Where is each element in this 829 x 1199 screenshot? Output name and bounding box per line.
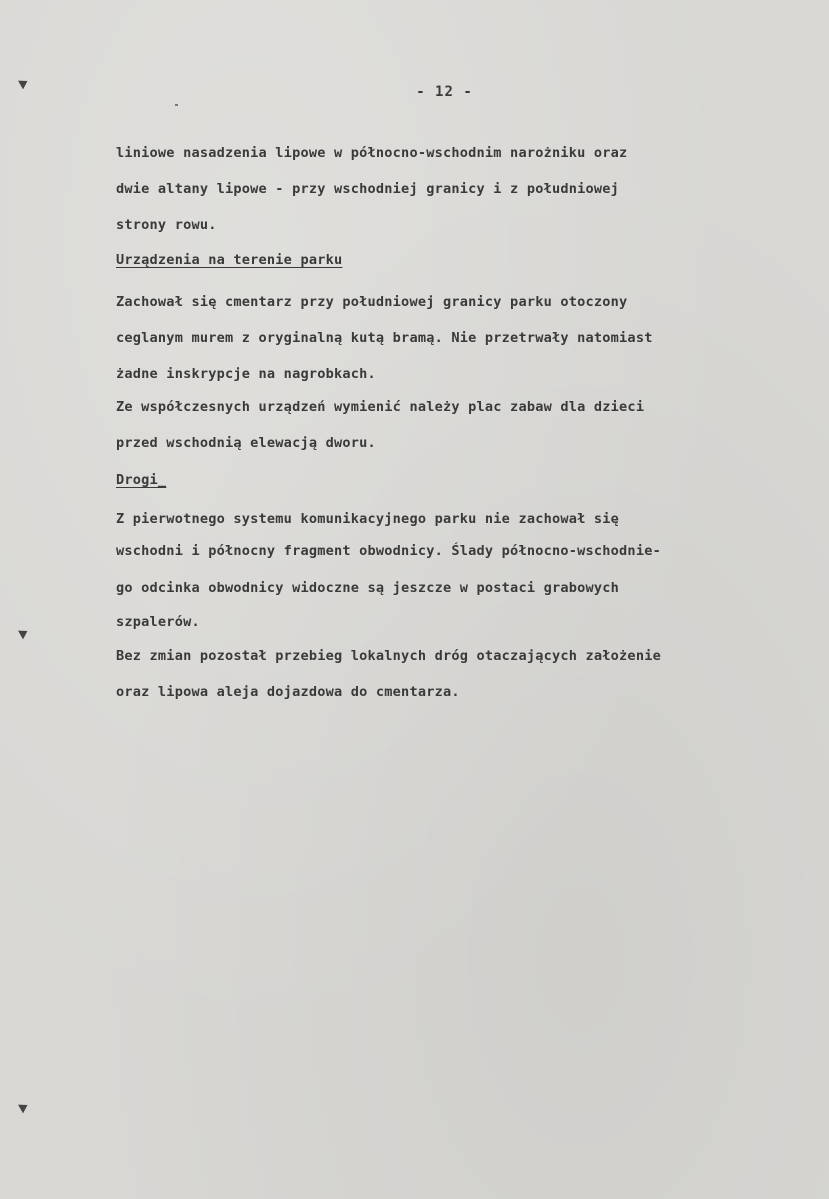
text-line: Z pierwotnego systemu komunikacyjnego parku nie zachował się <box>116 511 620 527</box>
text-line: wschodni i północny fragment obwodnicy. Ślady północno-wschodnie- <box>116 543 661 559</box>
text-line: żadne inskrypcje na nagrobkach. <box>116 366 376 382</box>
page-number: - 12 - <box>416 84 473 100</box>
text-line: Ze współczesnych urządzeń wymienić należy plac zabaw dla dzieci <box>116 399 645 415</box>
binder-mark-icon <box>18 1101 30 1114</box>
text-line: strony rowu. <box>116 217 217 233</box>
binder-mark-icon <box>18 627 30 640</box>
text-line: Zachował się cmentarz przy południowej granicy parku otoczony <box>116 294 628 310</box>
text-line: ceglanym murem z oryginalną kutą bramą. Nie przetrwały natomiast <box>116 330 653 346</box>
text-line: Bez zmian pozostał przebieg lokalnych dróg otaczających założenie <box>116 648 661 664</box>
section-heading-devices: Urządzenia na terenie parku <box>116 252 343 268</box>
section-heading-roads: Drogi_ <box>116 472 167 488</box>
text-line: przed wschodnią elewacją dworu. <box>116 435 376 451</box>
text-line: szpalerów. <box>116 614 200 630</box>
ink-speck <box>175 104 178 106</box>
text-line: liniowe nasadzenia lipowe w północno-wschodnim narożniku oraz <box>116 145 628 161</box>
text-line: go odcinka obwodnicy widoczne są jeszcze w postaci grabowych <box>116 580 620 596</box>
text-line: dwie altany lipowe - przy wschodniej granicy i z południowej <box>116 181 620 197</box>
text-line: oraz lipowa aleja dojazdowa do cmentarza. <box>116 684 460 700</box>
